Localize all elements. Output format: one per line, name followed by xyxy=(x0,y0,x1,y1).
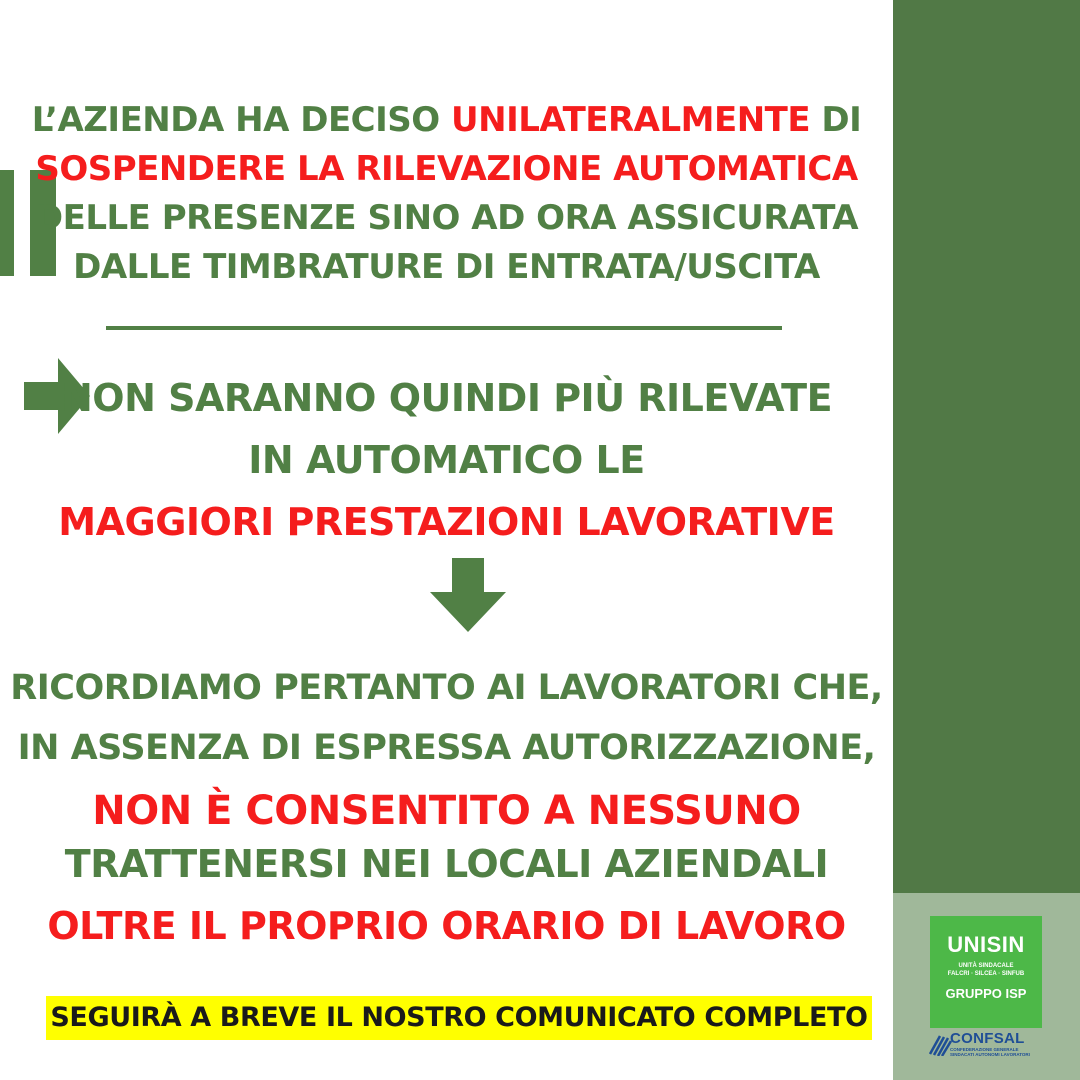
block1-line1 xyxy=(0,100,893,140)
down-arrow-icon xyxy=(430,558,506,632)
block3-line1: RICORDIAMO PERTANTO AI LAVORATORI CHE, xyxy=(10,668,883,708)
divider xyxy=(106,326,782,330)
sidebar-panel xyxy=(893,0,1080,893)
confsal-stripes-icon xyxy=(928,1032,952,1056)
confsal-subtitle: CONFEDERAZIONE GENERALE SINDACATI AUTONOMI LAVORATORI xyxy=(950,1047,1030,1057)
closing-banner: SEGUIRÀ A BREVE IL NOSTRO COMUNICATO COMPLETO xyxy=(46,996,872,1040)
unisin-logo xyxy=(930,916,1042,1028)
logo-group: GRUPPO ISP xyxy=(945,986,1027,1001)
block2-line3: MAGGIORI PRESTAZIONI LAVORATIVE xyxy=(58,500,835,544)
logo-subtitle-1: UNITÀ SINDACALE xyxy=(958,963,1014,969)
confsal-logo xyxy=(928,1030,1048,1058)
logo-subtitle-2: FALCRI · SILCEA · SINFUB xyxy=(947,971,1025,977)
block1-line2: SOSPENDERE LA RILEVAZIONE AUTOMATICA xyxy=(35,149,858,189)
block2-line1: NON SARANNO QUINDI PIÙ RILEVATE xyxy=(60,376,833,420)
logo-name: UNISIN xyxy=(947,932,1025,957)
block2-line2: IN AUTOMATICO LE xyxy=(248,438,645,482)
block3-line5: OLTRE IL PROPRIO ORARIO DI LAVORO xyxy=(47,904,846,948)
block3-line3: NON È CONSENTITO A NESSUNO xyxy=(92,788,801,834)
block1-line3: DELLE PRESENZE SINO AD ORA ASSICURATA xyxy=(34,198,859,238)
block1-line1-part-b: UNILATERALMENTE xyxy=(451,100,811,140)
block3-line4: TRATTENERSI NEI LOCALI AZIENDALI xyxy=(64,842,829,886)
confsal-name: CONFSAL xyxy=(950,1030,1025,1047)
block1-line1-part-c: DI xyxy=(810,100,862,140)
block1-line4: DALLE TIMBRATURE DI ENTRATA/USCITA xyxy=(73,247,820,287)
block1-line1-part-a: L’AZIENDA HA DECISO xyxy=(31,100,452,140)
block3-line2: IN ASSENZA DI ESPRESSA AUTORIZZAZIONE, xyxy=(17,728,876,768)
